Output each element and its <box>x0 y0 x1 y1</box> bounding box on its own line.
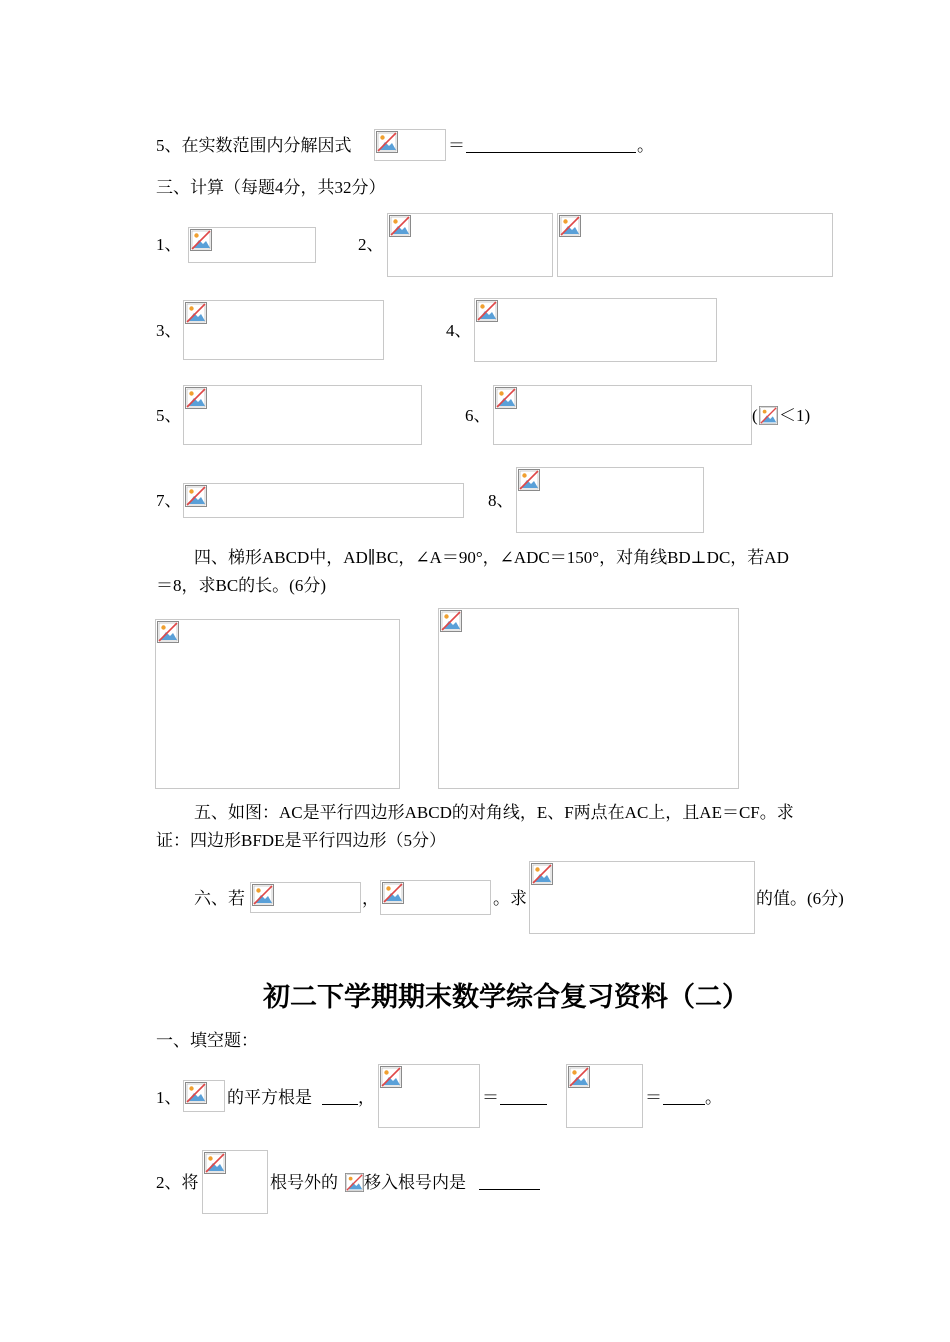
broken-image-icon <box>389 215 411 237</box>
broken-image-icon <box>382 882 404 904</box>
calc-7-number: 7、 <box>156 491 182 510</box>
calc-8-number: 8、 <box>488 491 514 510</box>
section-5-line-2: 证：四边形BFDE是平行四边形（5分） <box>156 831 446 850</box>
formula-image <box>557 213 833 277</box>
fill-1-equals-2: ＝ <box>645 1088 662 1107</box>
section-4-line-2: ＝8，求BC的长。(6分) <box>156 576 326 595</box>
fill-2-text-b: 移入根号内是 <box>364 1173 466 1192</box>
broken-image-icon <box>568 1066 590 1088</box>
fill-2-prefix: 2、将 <box>156 1173 199 1192</box>
answer-blank <box>663 1086 705 1105</box>
broken-image-icon <box>376 131 398 153</box>
broken-image-icon <box>759 406 778 425</box>
formula-image <box>183 300 384 360</box>
section-6-comma: ， <box>362 889 379 908</box>
fill-1-text-a: 的平方根是 <box>227 1088 312 1107</box>
broken-image-icon <box>345 1173 364 1192</box>
section-6-suffix: 的值。(6分) <box>756 889 844 908</box>
broken-image-icon <box>518 469 540 491</box>
formula-image <box>183 1080 225 1112</box>
section-6-qiu: 。求 <box>493 889 527 908</box>
q5-equals: ＝ <box>448 136 465 155</box>
broken-image-icon <box>185 485 207 507</box>
formula-image <box>378 1064 480 1128</box>
broken-image-icon <box>476 300 498 322</box>
formula-image <box>474 298 717 362</box>
section-3-heading: 三、计算（每题4分，共32分） <box>156 178 386 197</box>
broken-image-icon <box>204 1152 226 1174</box>
section-5-line-1: 五、如图：AC是平行四边形ABCD的对角线，E、F两点在AC上，且AE＝CF。求 <box>194 803 794 822</box>
calc-3-number: 3、 <box>156 321 182 340</box>
q5-end: 。 <box>637 136 654 155</box>
figure-image <box>438 608 739 789</box>
broken-image-icon <box>495 387 517 409</box>
formula-image <box>183 385 422 445</box>
formula-image <box>516 467 704 533</box>
formula-image <box>380 880 491 915</box>
calc-6-condition-open: ( <box>752 406 758 425</box>
formula-image <box>250 882 361 913</box>
broken-image-icon <box>380 1066 402 1088</box>
fill-1-number: 1、 <box>156 1088 182 1107</box>
formula-image <box>183 483 464 518</box>
formula-image <box>493 385 752 445</box>
broken-image-icon <box>185 387 207 409</box>
section-4-line-1: 四、梯形ABCD中，AD∥BC，∠A＝90°，∠ADC＝150°，对角线BD⊥DC，若AD <box>194 548 789 567</box>
fill-2-text-a: 根号外的 <box>270 1173 338 1192</box>
answer-blank <box>500 1086 547 1105</box>
broken-image-icon <box>531 863 553 885</box>
answer-blank <box>466 134 636 153</box>
calc-6-number: 6、 <box>465 406 491 425</box>
broken-image-icon <box>252 884 274 906</box>
formula-image <box>188 227 316 263</box>
calc-1-number: 1、 <box>156 235 182 254</box>
broken-image-icon <box>190 229 212 251</box>
formula-image <box>566 1064 643 1128</box>
broken-image-icon <box>185 302 207 324</box>
formula-image <box>529 861 755 934</box>
figure-image <box>155 619 400 789</box>
calc-4-number: 4、 <box>446 321 472 340</box>
part-2-title: 初二下学期期末数学综合复习资料（二） <box>263 982 749 1013</box>
fill-in-heading: 一、填空题： <box>156 1031 258 1050</box>
calc-5-number: 5、 <box>156 406 182 425</box>
answer-blank <box>322 1086 358 1105</box>
fill-1-comma: ， <box>358 1088 375 1107</box>
fill-1-equals-1: ＝ <box>482 1088 499 1107</box>
formula-image <box>387 213 553 277</box>
section-6-prefix: 六、若 <box>194 889 245 908</box>
formula-image <box>202 1150 268 1214</box>
answer-blank <box>479 1171 540 1190</box>
q5-prefix: 5、在实数范围内分解因式 <box>156 136 352 155</box>
broken-image-icon <box>185 1082 207 1104</box>
broken-image-icon <box>157 621 179 643</box>
calc-6-condition-close: ＜1) <box>779 406 811 425</box>
fill-1-end: 。 <box>705 1088 722 1107</box>
broken-image-icon <box>440 610 462 632</box>
formula-image <box>374 129 446 161</box>
broken-image-icon <box>559 215 581 237</box>
calc-2-number: 2、 <box>358 235 384 254</box>
